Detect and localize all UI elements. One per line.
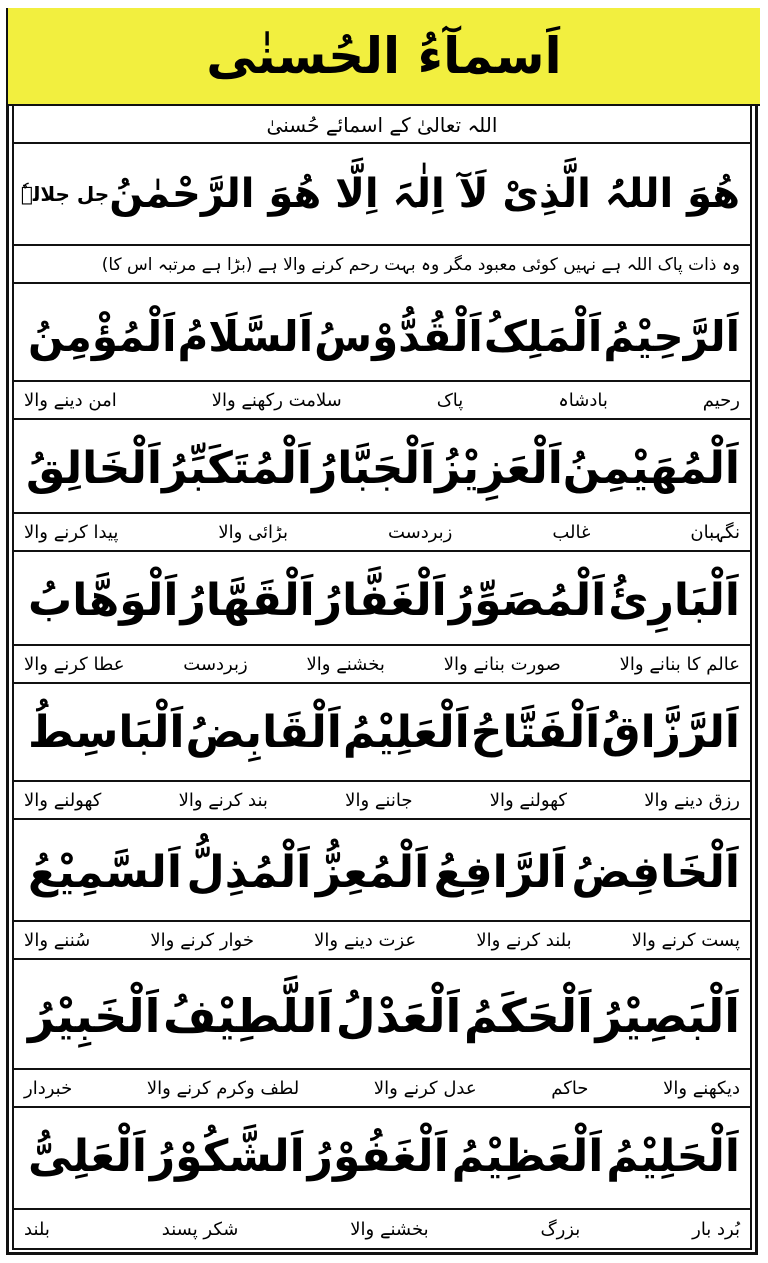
meaning: پیدا کرنے والا [24,521,119,543]
meaning: بادشاہ [558,389,608,411]
meaning: سُننے والا [24,929,91,951]
names-row-6 [20,828,748,916]
name: اَلْخَالِقُ [25,442,162,494]
meaning: رزق دینے والا [644,789,740,811]
names-row-8 [20,1112,748,1200]
meaning: کھولنے والا [24,789,102,811]
name: اَلْقَابِضُ [185,706,342,758]
meanings-row-4 [12,644,752,684]
honorific: جل جلالہٗ [20,182,110,206]
meaning: عدل کرنے والا [373,1077,477,1099]
name: اَلْمُذِلُّ [186,846,312,898]
name: اَلْبَصِیْرُ [595,989,740,1043]
name: اَلْخَافِضُ [571,846,740,898]
names-row-7 [20,972,748,1060]
meaning: پاک [436,389,464,411]
name: اَلسَّمِیْعُ [28,846,182,898]
name-phrase: ھُوَ اللہُ الَّذِیْ لَآ اِلٰہَ اِلَّا ھُوَ الرَّحْمٰنُ [109,171,740,217]
name: اَلْوَھَّابُ [28,574,179,626]
meaning: وہ ذات پاک اللہ ہے نہیں کوئی معبود مگر وہ بہت رحم کرنے والا ہے (بڑا ہے مرتبہ اس کا) [101,254,740,275]
meaning: بخشنے والا [306,653,385,675]
meaning: بزرگ [540,1218,581,1240]
name: اَلْبَارِئُ [608,574,740,626]
meaning: جاننے والا [345,789,413,811]
name: اَلْفَتَّاحُ [470,706,601,758]
name: اَلسَّلَامُ [177,311,314,361]
title-band [8,8,760,106]
meaning: نگہبان [690,521,740,543]
name: اَلْجَبَّارُ [311,442,436,494]
names-row-3 [20,424,748,512]
name: اَلْمُؤْمِنُ [28,311,177,361]
meaning: کھولنے والا [489,789,567,811]
meaning: خوار کرنے والا [150,929,254,951]
meaning: بخشنے والا [350,1218,429,1240]
meaning: عزت دینے والا [314,929,417,951]
name: اَلْغَفُوْرُ [307,1130,449,1182]
names-row-4 [20,556,748,644]
meaning: غالب [552,521,591,543]
meaning: زبردست [183,653,248,675]
meaning: حاکم [551,1077,589,1099]
meaning: خبردار [24,1077,73,1099]
name: اَلْمُصَوِّرُ [448,574,607,626]
meaning: بلند کرنے والا [476,929,572,951]
meanings-row-2 [12,380,752,420]
meanings-row-1 [12,244,752,284]
names-row-1 [20,150,748,238]
meaning: عالم کا بنانے والا [619,653,740,675]
name: اَلرَّزَّاقُ [601,706,740,758]
name: اَلْغَفَّارُ [316,574,447,626]
name: اَلْحَلِیْمُ [606,1130,740,1182]
name: اَلْمُتَکَبِّرُ [161,442,312,494]
name: اَلْعَظِیْمُ [451,1130,604,1182]
name: اَللَّطِیْفُ [162,989,334,1043]
name: اَلْخَبِیْرُ [28,989,161,1043]
page-title: اَسمآءُ الحُسنٰی [206,27,562,85]
name: اَلْمُعِزُّ [315,846,430,898]
name: اَلْعَزِیْزُ [435,442,563,494]
name: اَلشَّکُوْرُ [149,1130,305,1182]
name: اَلْعَدْلُ [335,989,462,1043]
subtitle: اللہ تعالیٰ کے اسمائے حُسنیٰ [12,108,752,144]
name: اَلْعَلِیْمُ [342,706,470,758]
meanings-row-7 [12,1068,752,1108]
names-row-5 [20,688,748,776]
name: اَلْمَلِکُ [483,311,603,361]
meanings-row-8 [12,1208,752,1248]
name: اَلْحَکَمُ [463,989,593,1043]
meaning: بند کرنے والا [178,789,268,811]
meanings-row-3 [12,512,752,552]
meaning: عطا کرنے والا [24,653,125,675]
names-row-2 [20,292,748,380]
meaning: بُرد بار [692,1218,740,1240]
name: اَلْمُھَیْمِنُ [562,442,740,494]
meaning: سلامت رکھنے والا [211,389,342,411]
meaning: دیکھنے والا [663,1077,740,1099]
meaning: صورت بنانے والا [443,653,561,675]
meaning: بڑائی والا [218,521,288,543]
name: اَلرَّافِعُ [433,846,567,898]
name: اَلْقَھَّارُ [180,574,315,626]
meaning: لطف وکرم کرنے والا [146,1077,300,1099]
meaning: پست کرنے والا [631,929,740,951]
meaning: امن دینے والا [24,389,117,411]
name: اَلْعَلِیُّ [28,1130,147,1182]
meanings-row-5 [12,780,752,820]
meaning: شکر پسند [161,1218,239,1240]
meaning: بلند [24,1218,50,1240]
name: اَلْقُدُّوْسُ [314,311,483,361]
meaning: زبردست [387,521,453,543]
name: اَلرَّحِیْمُ [603,311,740,361]
meaning: رحیم [702,389,740,411]
name: اَلْبَاسِطُ [28,706,185,758]
meanings-row-6 [12,920,752,960]
